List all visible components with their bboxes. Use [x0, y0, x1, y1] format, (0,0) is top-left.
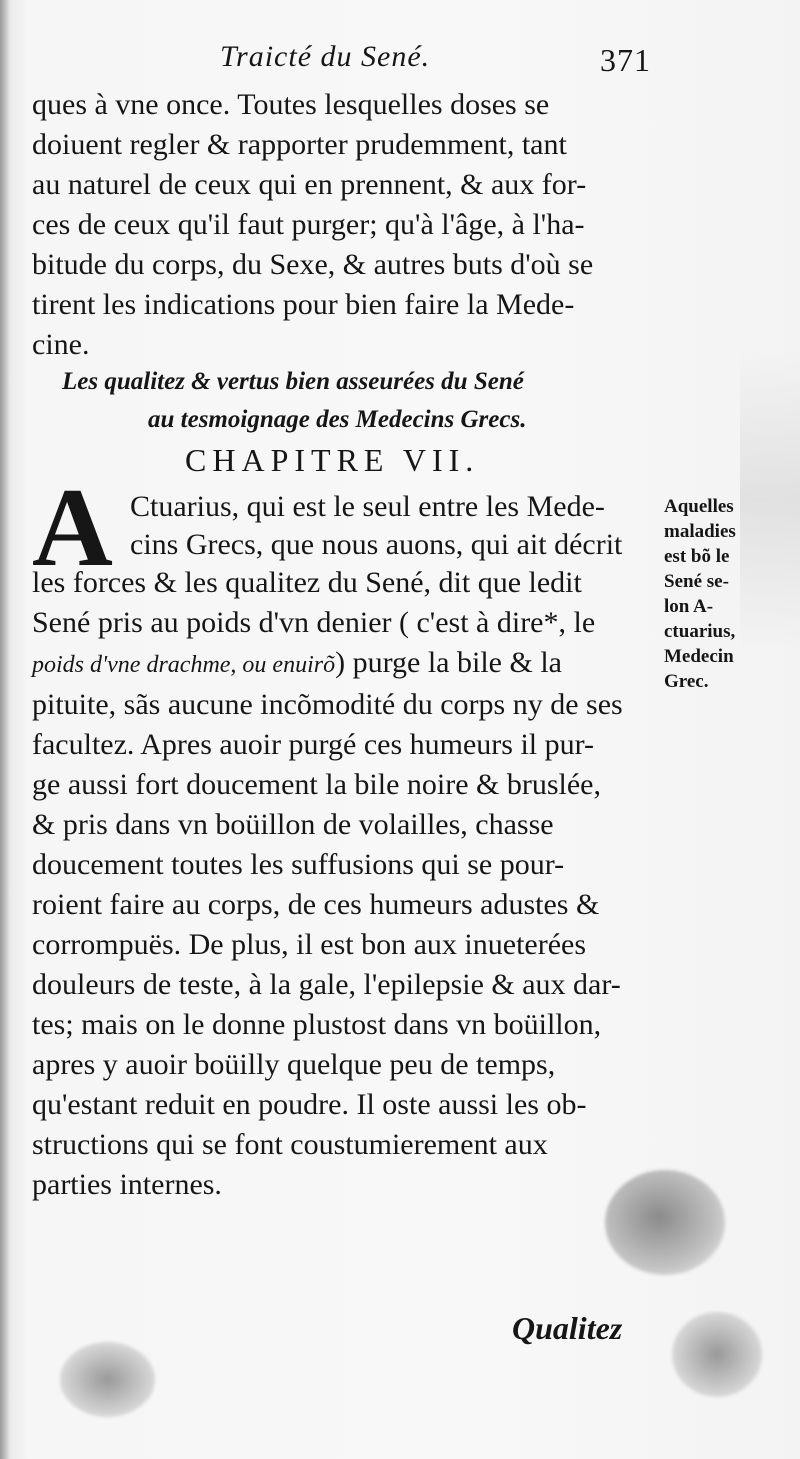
text-line: doucement toutes les suffusions qui se pour- — [32, 848, 565, 881]
margin-note-line: maladies — [664, 521, 736, 542]
text-line: facultez. Apres auoir purgé ces humeurs il pur- — [32, 728, 594, 761]
binding-shadow — [0, 0, 10, 1459]
chapter-title-line-1: Les qualitez & vertus bien asseurées du Sené — [62, 368, 524, 395]
margin-note-line: Sené se- — [664, 571, 729, 592]
text-run: ) purge la bile & la — [335, 646, 562, 679]
text-line: Ctuarius, qui est le seul entre les Mede- — [130, 490, 605, 523]
text-line: qu'estant reduit en poudre. Il oste aussi les ob- — [32, 1088, 587, 1121]
show-through-bleed — [740, 350, 800, 650]
chapter-title-line-2: au tesmoignage des Medecins Grecs. — [148, 406, 527, 433]
water-stain — [605, 1170, 725, 1275]
text-line: bitude du corps, du Sexe, & autres buts d'où se — [32, 248, 594, 281]
text-line-mixed — [32, 644, 562, 684]
water-stain — [60, 1342, 155, 1417]
text-line: tes; mais on le donne plustost dans vn boüillon, — [32, 1008, 602, 1041]
running-title: Traicté du Sené. — [220, 40, 431, 73]
italic-gloss: poids d'vne drachme, ou enuirõ — [32, 652, 336, 678]
page-number: 371 — [600, 42, 651, 78]
text-line: ques à vne once. Toutes lesquelles doses se — [32, 88, 550, 121]
text-line: cins Grecs, que nous auons, qui ait décrit — [130, 528, 623, 561]
text-line: tirent les indications pour bien faire la Mede- — [32, 288, 575, 321]
margin-note-line: est bõ le — [664, 546, 730, 567]
text-line: les forces & les qualitez du Sené, dit que ledit — [32, 566, 582, 599]
margin-note-line: lon A- — [664, 596, 714, 617]
chapter-heading: CHAPITRE VII. — [185, 442, 480, 478]
text-line: ge aussi fort doucement la bile noire & bruslée, — [32, 768, 601, 801]
text-line: Sené pris au poids d'vn denier ( c'est à dire*, le — [32, 606, 596, 639]
text-line: parties internes. — [32, 1168, 222, 1201]
text-line: roient faire au corps, de ces humeurs adustes & — [32, 888, 600, 921]
text-line: au naturel de ceux qui en prennent, & aux for- — [32, 168, 587, 201]
margin-note-line: Aquelles — [664, 496, 734, 517]
text-line: apres y auoir boüilly quelque peu de temps, — [32, 1048, 556, 1081]
catchword: Qualitez — [512, 1310, 623, 1346]
text-line: structions qui se font coustumierement aux — [32, 1128, 548, 1161]
text-line: corrompuës. De plus, il est bon aux inueterées — [32, 928, 587, 961]
text-line: & pris dans vn boüillon de volailles, chasse — [32, 808, 554, 841]
text-line: ces de ceux qu'il faut purger; qu'à l'âge, à l'ha- — [32, 208, 585, 241]
margin-note-line: Grec. — [664, 671, 709, 692]
text-line: cine. — [32, 328, 90, 361]
text-line: pituite, sãs aucune incõmodité du corps ny de ses — [32, 688, 623, 721]
water-stain — [672, 1312, 762, 1397]
text-line: douleurs de teste, à la gale, l'epilepsie & aux dar- — [32, 968, 621, 1001]
drop-cap: A — [32, 466, 113, 590]
text-line: doiuent regler & rapporter prudemment, tant — [32, 128, 567, 161]
margin-note-line: ctuarius, — [664, 621, 736, 642]
margin-note-line: Medecin — [664, 646, 734, 667]
